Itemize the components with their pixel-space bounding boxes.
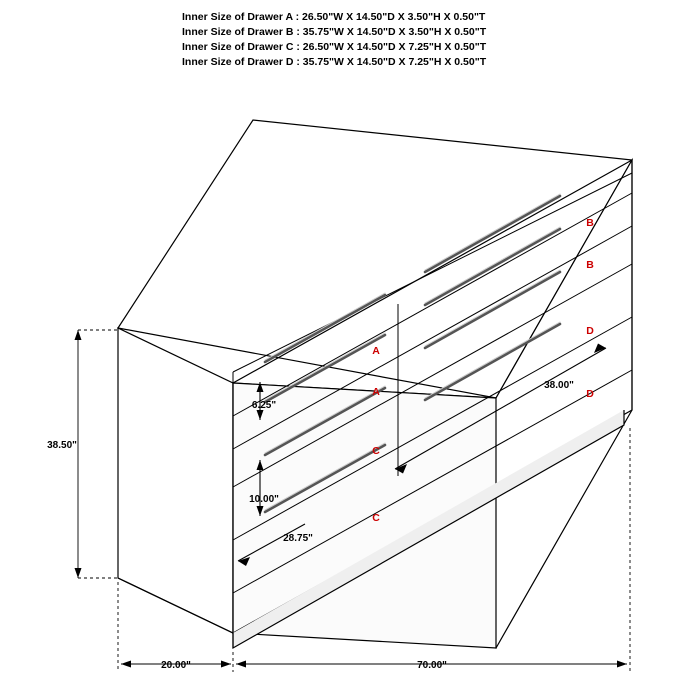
spec-line-a: Inner Size of Drawer A : 26.50"W X 14.50"D X 3.50"H X 0.50"T (182, 11, 486, 23)
dimension-28-75-label: 28.75" (283, 533, 313, 544)
dimension-width-label: 70.00" (417, 660, 447, 671)
drawer-label-a2: A (372, 386, 380, 398)
cabinet-left-panel (118, 328, 233, 633)
drawer-label-b2: B (586, 259, 594, 271)
drawer-label-d2: D (586, 388, 594, 400)
dimension-6-25-label: 6.25" (251, 400, 277, 411)
drawer-label-d1: D (586, 325, 594, 337)
dimension-height-label: 38.50" (47, 440, 77, 451)
dimension-height (75, 330, 119, 578)
drawer-label-c2: C (372, 512, 380, 524)
drawer-label-b1: B (586, 217, 594, 229)
drawer-label-a1: A (372, 345, 380, 357)
spec-line-b: Inner Size of Drawer B : 35.75"W X 14.50"D X 3.50"H X 0.50"T (182, 26, 487, 38)
spec-line-c: Inner Size of Drawer C : 26.50"W X 14.50"D X 7.25"H X 0.50"T (182, 41, 487, 53)
dimension-10-00-label: 10.00" (249, 494, 279, 505)
dimension-diagonal-label: 38.00" (544, 380, 574, 391)
spec-line-d: Inner Size of Drawer D : 35.75"W X 14.50"D X 7.25"H X 0.50"T (182, 56, 487, 68)
dimension-depth-label: 20.00" (161, 660, 191, 671)
drawer-label-c1: C (372, 445, 380, 457)
